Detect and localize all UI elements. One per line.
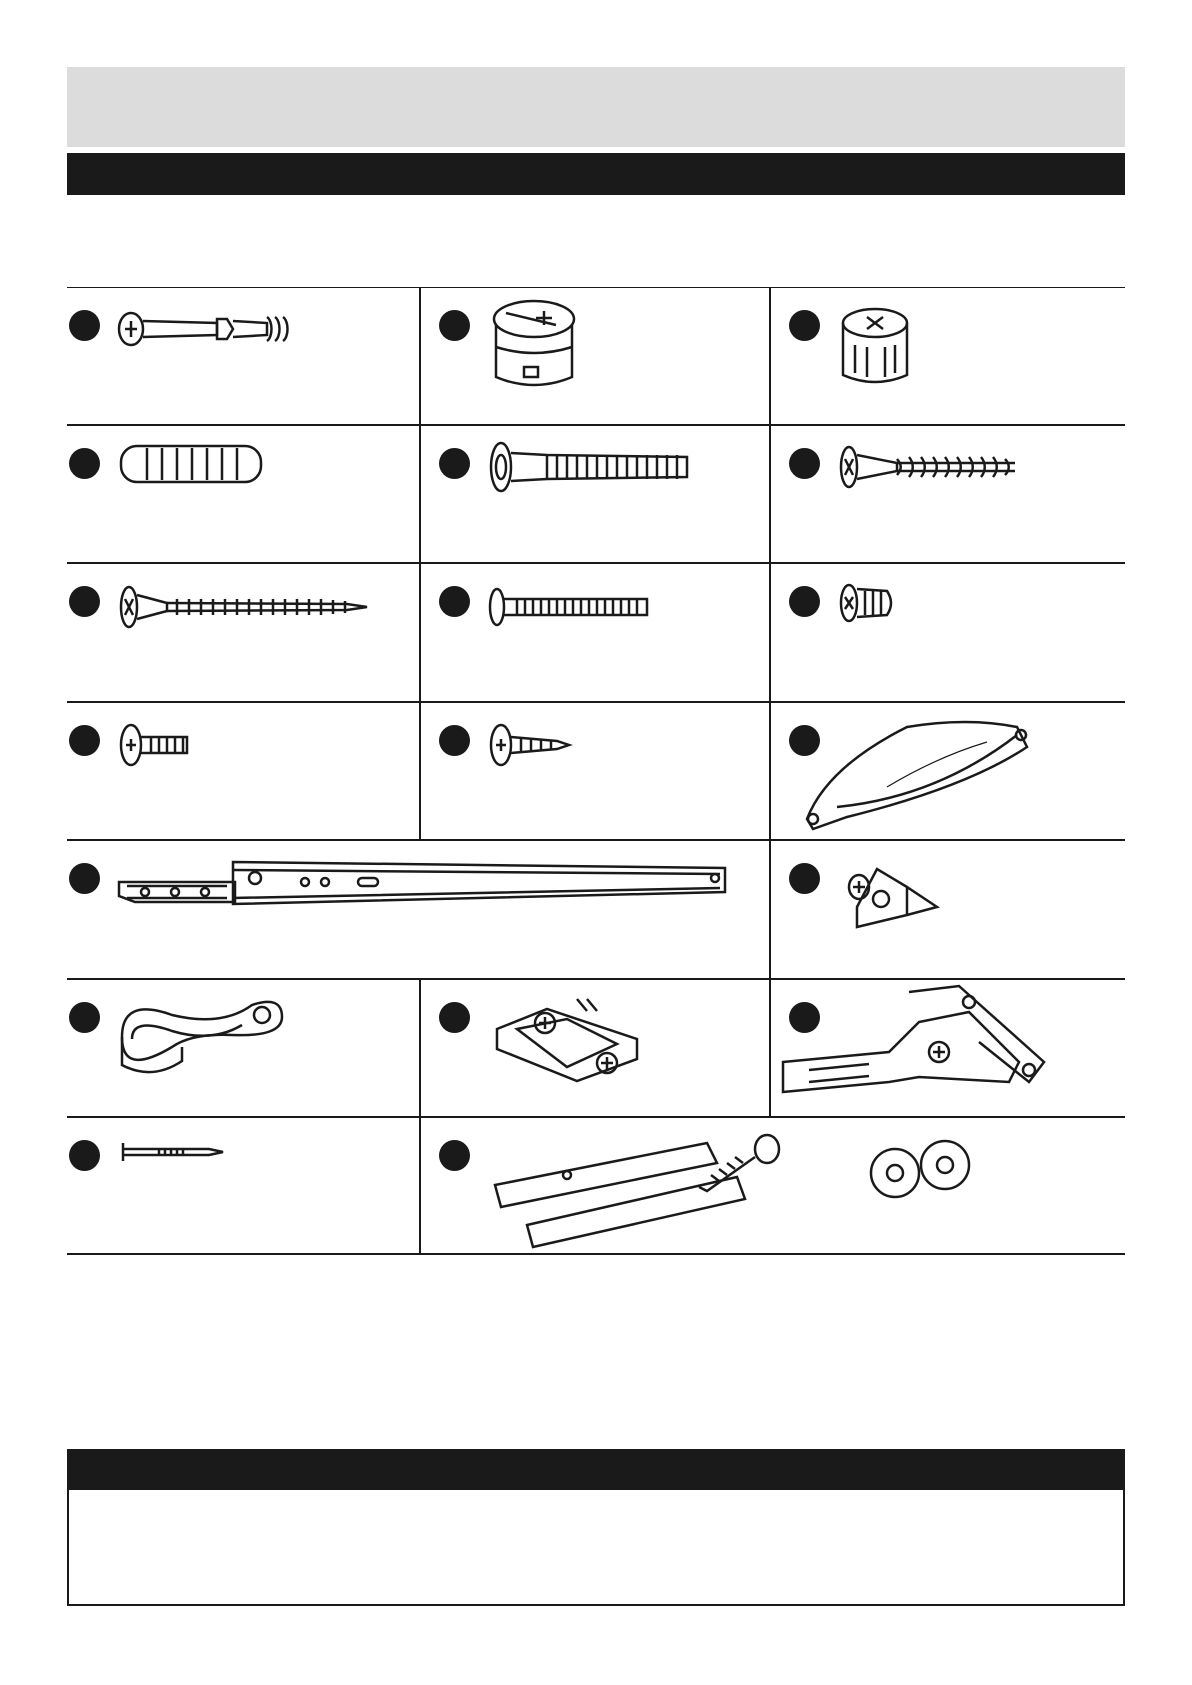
cam-lock-small-icon bbox=[837, 305, 917, 395]
part-number-badge bbox=[439, 448, 470, 479]
machine-screw-icon bbox=[487, 577, 667, 637]
part-number-badge bbox=[69, 1002, 100, 1033]
part-number-badge bbox=[439, 725, 470, 756]
part-number-badge bbox=[439, 586, 470, 617]
ruler-icon bbox=[69, 1490, 1123, 1604]
drawer-runner-icon bbox=[115, 852, 775, 922]
euro-screw-icon bbox=[837, 579, 917, 629]
dowel-icon bbox=[117, 442, 267, 486]
part-number-badge bbox=[69, 863, 100, 894]
nail-icon bbox=[119, 1137, 229, 1167]
connector-bolt-icon bbox=[487, 437, 707, 497]
cam-bolt-icon bbox=[117, 299, 357, 359]
section-title-bar bbox=[67, 153, 1125, 195]
part-number-badge bbox=[439, 1140, 470, 1171]
hinge-plate-icon bbox=[487, 989, 667, 1089]
part-number-badge bbox=[69, 725, 100, 756]
parts-grid bbox=[67, 287, 1125, 1255]
part-number-badge bbox=[69, 1140, 100, 1171]
part-number-badge bbox=[789, 448, 820, 479]
part-number-badge bbox=[69, 448, 100, 479]
hinge-icon bbox=[779, 982, 1059, 1102]
small-screw-icon bbox=[487, 715, 587, 775]
part-number-badge bbox=[789, 586, 820, 617]
cam-lock-icon bbox=[484, 297, 594, 397]
part-number-badge bbox=[69, 310, 100, 341]
part-number-badge bbox=[439, 310, 470, 341]
corner-block-icon bbox=[837, 857, 957, 937]
ruler-title-bar bbox=[67, 1449, 1125, 1490]
part-number-badge bbox=[439, 1002, 470, 1033]
header-band bbox=[67, 67, 1125, 147]
part-number-badge bbox=[69, 586, 100, 617]
ruler bbox=[67, 1490, 1125, 1606]
wall-strap-icon bbox=[487, 1115, 1087, 1250]
wood-screw-long-icon bbox=[117, 577, 377, 637]
part-number-badge bbox=[789, 310, 820, 341]
wood-screw-icon bbox=[837, 437, 1037, 497]
short-screw-icon bbox=[117, 715, 217, 775]
cup-handle-icon bbox=[787, 707, 1087, 837]
rail-support-icon bbox=[112, 987, 292, 1087]
part-number-badge bbox=[789, 863, 820, 894]
